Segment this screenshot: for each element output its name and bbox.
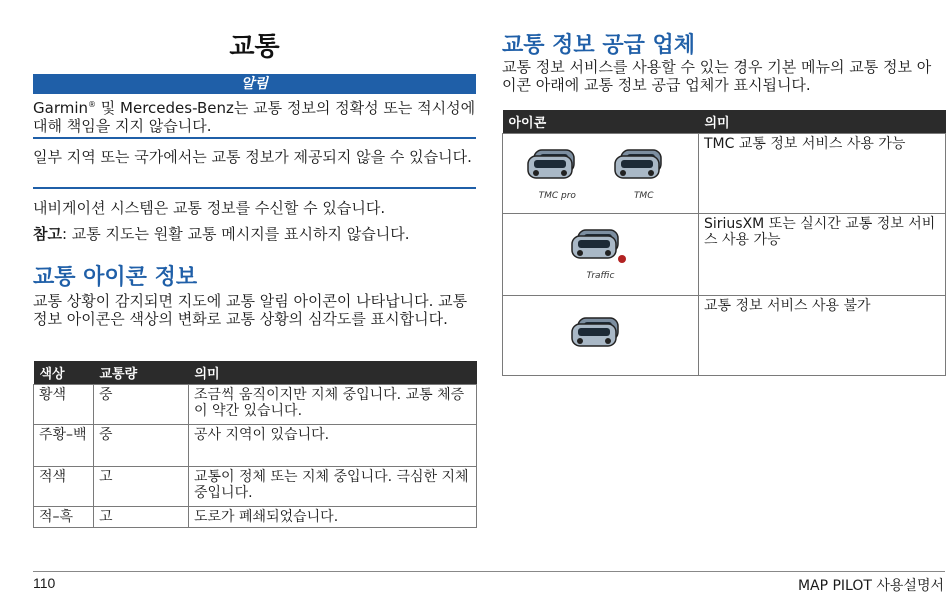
meaning-cell: 교통 정보 서비스 사용 불가 <box>699 296 946 376</box>
table-header-meaning: 의미 <box>699 110 946 134</box>
table-row <box>503 214 946 296</box>
receive-traffic-text: 내비게이션 시스템은 교통 정보를 수신할 수 있습니다. <box>33 199 386 217</box>
manual-title: MAP PILOT 사용설명서 <box>797 578 944 594</box>
note-text: 참고: 교통 지도는 원활 교통 메시지를 표시하지 않습니다. <box>33 225 410 243</box>
car-traffic-icon <box>570 226 632 264</box>
table-row: 황색 중 조금씩 움직이지만 지체 중입니다. 교통 체증이 약간 있습니다. <box>34 385 477 425</box>
region-availability-text: 일부 지역 또는 국가에서는 교통 정보가 제공되지 않을 수 있습니다. <box>33 148 472 166</box>
notice-end-divider <box>33 187 476 189</box>
icon-cell <box>503 296 699 376</box>
car-tmc-pro-icon <box>526 146 588 184</box>
notice-header: 알림 <box>33 74 476 94</box>
table-header-meaning: 의미 <box>189 361 477 385</box>
icon-cell: TMC pro TMC <box>503 134 699 214</box>
meaning-cell: SiriusXM 또는 실시간 교통 정보 서비스 사용 가능 <box>699 214 946 296</box>
table-row <box>503 134 946 214</box>
car-no-traffic-icon <box>570 314 632 352</box>
meaning-cell: TMC 교통 정보 서비스 사용 가능 <box>699 134 946 214</box>
section-title-traffic-icons: 교통 아이콘 정보 <box>33 265 198 290</box>
table-header-color: 색상 <box>34 361 94 385</box>
traffic-providers-intro: 교통 정보 서비스를 사용할 수 있는 경우 기본 메뉴의 교통 정보 아이콘 아래에 교통 정보 공급 업체가 표시됩니다. <box>502 58 932 94</box>
notice-divider <box>33 137 476 139</box>
table-row: 주황–백 중 공사 지역이 있습니다. <box>34 425 477 467</box>
car-tmc-icon <box>613 146 675 184</box>
traffic-icons-description: 교통 상황이 감지되면 지도에 교통 알림 아이콘이 나타납니다. 교통 정보 아이콘은 색상의 변화로 교통 상황의 심각도를 표시합니다. <box>33 292 468 328</box>
section-title-traffic-providers: 교통 정보 공급 업체 <box>502 33 695 58</box>
traffic-provider-table <box>502 110 946 376</box>
notice-text: Garmin® 및 Mercedes-Benz는 교통 정보의 정확성 또는 적시성에 대해 책임을 지지 않습니다. <box>33 99 476 135</box>
table-row: 적색 고 교통이 정체 또는 지체 중입니다. 극심한 지체 중입니다. <box>34 467 477 507</box>
table-row <box>503 296 946 376</box>
table-row: 적–흑 고 도로가 폐쇄되었습니다. <box>34 507 477 528</box>
page-title: 교통 <box>229 32 280 62</box>
traffic-color-table <box>33 361 477 528</box>
footer-divider <box>33 571 945 572</box>
table-header-icon: 아이콘 <box>503 110 699 134</box>
table-header-volume: 교통량 <box>94 361 189 385</box>
page-number: 110 <box>33 575 56 591</box>
icon-cell: Traffic <box>503 214 699 296</box>
